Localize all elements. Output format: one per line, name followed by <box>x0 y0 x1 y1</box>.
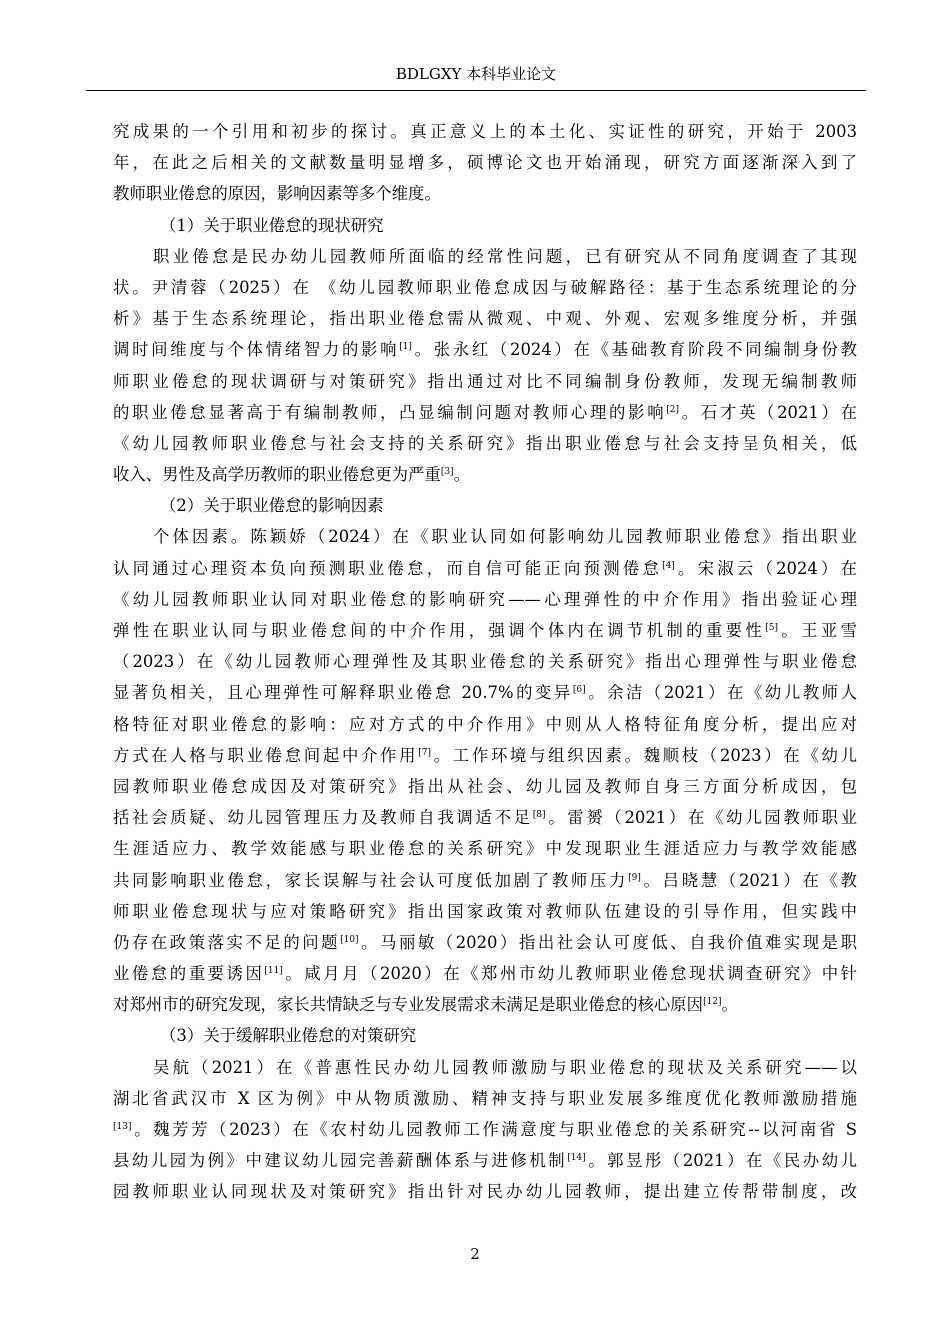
body-text <box>113 116 857 1208</box>
text-line: 师职业倦怠的现状调研与对策研究》指出通过对比不同编制身份教师，发现无编制教师 <box>113 371 857 391</box>
text-line: 生涯适应力、教学效能感与职业倦怠的关系研究》中发现职业生涯适应力与教学效能感 <box>113 839 857 859</box>
citation: [11] <box>264 966 283 977</box>
text-line: 格特征对职业倦怠的影响：应对方式的中介作用》中则从人格特征角度分析，提出应对 <box>113 714 857 734</box>
text-line: 园教师职业认同现状及对策研究》指出针对民办幼儿园教师，提出建立传帮带制度，改 <box>113 1182 857 1202</box>
section-heading: （2）关于职业倦怠的影响因素 <box>160 496 384 516</box>
text-line: 园教师职业倦怠成因及对策研究》指出从社会、幼儿园及教师自身三方面分析成因，包 <box>113 776 857 796</box>
text-line: 吴航（2021）在《普惠性民办幼儿园教师激励与职业倦怠的现状及关系研究——以 <box>153 1057 857 1077</box>
citation: [8] <box>532 810 546 821</box>
text-line: 显著负相关，且心理弹性可解释职业倦怠 20.7%的变异[6]。余洁（2021）在《幼儿教师人 <box>113 683 858 703</box>
text-line: 状。尹清蓉（2025）在 《幼儿园教师职业倦怠成因与破解路径：基于生态系统理论的分 <box>113 277 857 297</box>
text-line: 认同通过心理资本负向预测职业倦怠，而自信可能正向预测倦怠[4]。宋淑云（2024）在 <box>113 558 858 578</box>
citation: [10] <box>340 934 359 945</box>
citation: [5] <box>765 623 778 633</box>
text-line: 业倦怠的重要诱因[11]。咸月月（2020）在《郑州市幼儿教师职业倦怠现状调查研究》中针 <box>113 964 858 984</box>
text-line: 个体因素。陈颖娇（2024）在《职业认同如何影响幼儿园教师职业倦怠》指出职业 <box>153 527 857 547</box>
text-line: 《幼儿园教师职业倦怠与社会支持的关系研究》指出职业倦怠与社会支持呈负相关，低 <box>113 433 857 453</box>
text-line: 方式在人格与职业倦怠间起中介作用[7]。工作环境与组织因素。魏顺枝（2023）在《幼儿 <box>113 745 857 765</box>
text-line: 调时间维度与个体情绪智力的影响[1]。张永红（2024）在《基础教育阶段不同编制身份教 <box>113 340 857 360</box>
text-line: 收入、男性及高学历教师的职业倦怠更为严重[3]。 <box>113 465 470 485</box>
text-line: 共同影响职业倦怠，家长误解与社会认可度低加剧了教师压力[9]。吕晓慧（2021）在《教 <box>113 870 858 890</box>
text-line: 括社会质疑、幼儿园管理压力及教师自我调适不足[8]。雷赟（2021）在《幼儿园教师职业 <box>113 808 858 828</box>
text-line: 《幼儿园教师职业认同对职业倦怠的影响研究——心理弹性的中介作用》指出验证心理 <box>113 589 857 609</box>
citation: [1] <box>399 342 412 353</box>
text-line: 职业倦怠是民办幼儿园教师所面临的经常性问题，已有研究从不同角度调查了其现 <box>153 246 857 266</box>
text-line: 仍存在政策落实不足的问题[10]。马丽敏（2020）指出社会认可度低、自我价值难实现是职 <box>113 932 857 952</box>
citation: [12] <box>703 997 722 1008</box>
citation: [4] <box>662 560 675 571</box>
text-line: （2023）在《幼儿园教师心理弹性及其职业倦怠的关系研究》指出心理弹性与职业倦怠 <box>113 652 857 672</box>
citation: [9] <box>628 872 641 883</box>
text-line: 的职业倦怠显著高于有编制教师，凸显编制问题对教师心理的影响[2]。石才英（2021）在 <box>113 402 858 422</box>
section-heading: （3）关于缓解职业倦怠的对策研究 <box>160 1026 417 1046</box>
citation: [3] <box>440 467 454 478</box>
citation: [7] <box>418 747 432 758</box>
text-line: 弹性在职业认同与职业倦怠间的中介作用，强调个体内在调节机制的重要性[5]。王亚雪 <box>113 621 858 640</box>
text-line: 湖北省武汉市 X 区为例》中从物质激励、精神支持与职业发展多维度优化教师激励措施 <box>113 1088 857 1108</box>
text-line: 年，在此之后相关的文献数量明显增多，硕博论文也开始涌现，研究方面逐渐深入到了 <box>113 153 857 173</box>
section-heading: （1）关于职业倦怠的现状研究 <box>160 215 384 235</box>
citation: [6] <box>572 685 586 696</box>
citation: [13] <box>113 1122 132 1132</box>
text-line: 究成果的一个引用和初步的探讨。真正意义上的本土化、实证性的研究，开始于 2003 <box>113 122 857 141</box>
text-line: 教师职业倦怠的原因，影响因素等多个维度。 <box>113 184 441 204</box>
citation: [2] <box>666 404 680 415</box>
text-line: 析》基于生态系统理论，指出职业倦怠需从微观、中观、外观、宏观多维度分析，并强 <box>113 309 857 329</box>
header-rule <box>86 90 866 91</box>
text-line: 对郑州市的研究发现，家长共情缺乏与专业发展需求未满足是职业倦怠的核心原因[12]。 <box>113 995 738 1015</box>
citation: [14] <box>567 1153 586 1164</box>
text-line: 县幼儿园为例》中建议幼儿园完善薪酬体系与进修机制[14]。郭昱彤（2021）在《民办幼儿 <box>113 1151 858 1171</box>
text-line: [13]。魏芳芳（2023）在《农村幼儿园教师工作满意度与职业倦怠的关系研究--以河南省 S <box>113 1120 857 1139</box>
running-header: BDLGXY 本科毕业论文 <box>395 65 557 83</box>
text-line: 师职业倦怠现状与应对策略研究》指出国家政策对教师队伍建设的引导作用，但实践中 <box>113 901 857 921</box>
page-number: 2 <box>470 1245 480 1263</box>
